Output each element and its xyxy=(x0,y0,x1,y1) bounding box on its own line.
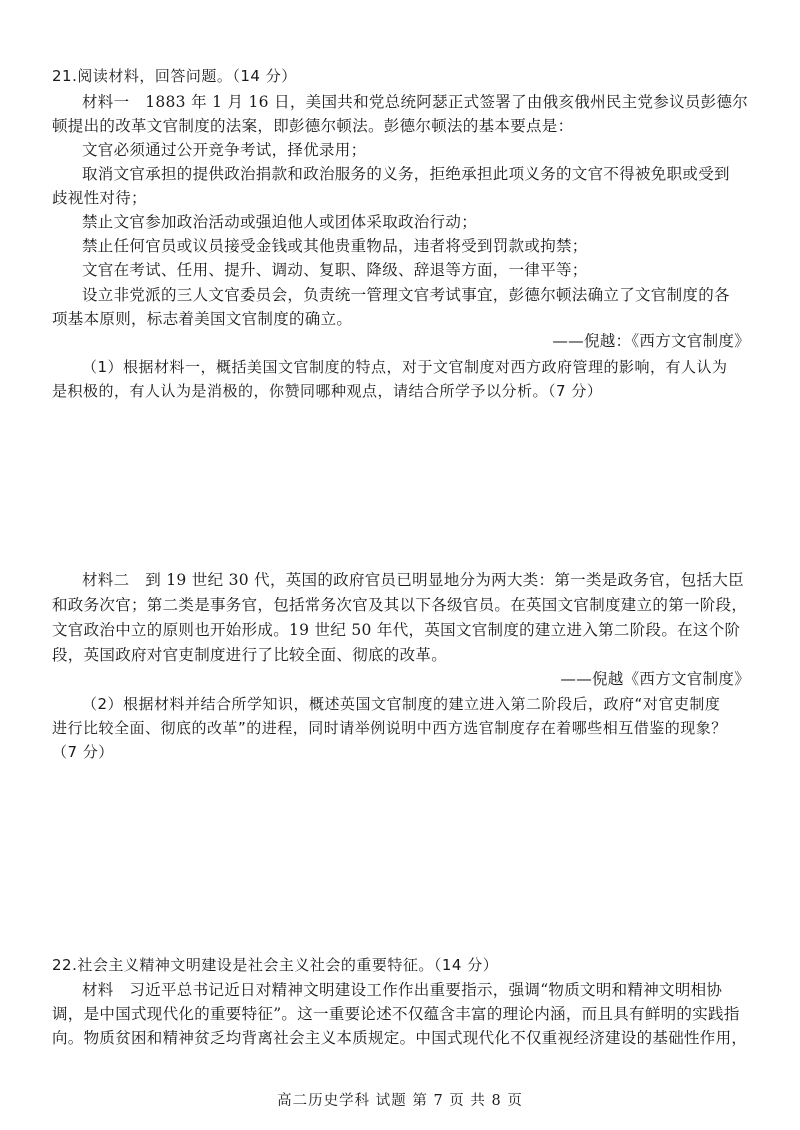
q21-subquestion2-line: （7 分） xyxy=(52,743,114,761)
q21-subquestion2-line: 进行比较全面、彻底的改革”的进程，同时请举例说明中西方选官制度存在着哪些相互借鉴的现象？ xyxy=(52,719,727,737)
q21-material1-line: 歧视性对待； xyxy=(52,189,147,207)
q21-material2-source: ——倪越《西方文官制度》 xyxy=(560,670,750,688)
q21-material1-source: ——倪越：《西方文官制度》 xyxy=(552,332,750,350)
q21-material1-line: 禁止任何官员或议员接受金钱或其他贵重物品，违者将受到罚款或拘禁； xyxy=(82,237,588,255)
q22-material-line: 调，是中国式现代化的重要特征”。这一重要论述不仅蕴含丰富的理论内涵，而且具有鲜明的实践指 xyxy=(52,1005,740,1023)
q21-material1-line: 材料一 1883 年 1 月 16 日，美国共和党总统阿瑟正式签署了由俄亥俄州民主党参议员彭德尔 xyxy=(82,93,749,111)
q22-heading: 22.社会主义精神文明建设是社会主义社会的重要特征。（14 分） xyxy=(52,956,499,974)
q21-material1-line: 文官必须通过公开竞争考试，择优录用； xyxy=(82,141,367,159)
page-footer: 高二历史学科 试题 第 7 页 共 8 页 xyxy=(277,1093,523,1109)
q22-material-line: 向。物质贫困和精神贫乏均背离社会主义本质规定。中国式现代化不仅重视经济建设的基础性作用， xyxy=(52,1029,748,1047)
q21-material2-line: 文官政治中立的原则也开始形成。19 世纪 50 年代，英国文官制度的建立进入第二阶段。在这个阶 xyxy=(52,621,741,639)
q21-material1-line: 设立非党派的三人文官委员会，负责统一管理文官考试事宜，彭德尔顿法确立了文官制度的各 xyxy=(82,286,730,304)
q21-material1-line: 顿提出的改革文官制度的法案，即彭德尔顿法。彭德尔顿法的基本要点是： xyxy=(52,117,574,135)
q21-material1-line: 文官在考试、任用、提升、调动、复职、降级、辞退等方面，一律平等； xyxy=(82,261,588,279)
q21-subquestion2-line: （2）根据材料并结合所学知识，概述英国文官制度的建立进入第二阶段后，政府“对官吏制度 xyxy=(82,695,721,713)
q21-material1-line: 项基本原则，标志着美国文官制度的确立。 xyxy=(52,310,353,328)
q22-material-line: 材料 习近平总书记近日对精神文明建设工作作出重要指示，强调“物质文明和精神文明相协 xyxy=(82,981,723,999)
q21-material2-line: 材料二 到 19 世纪 30 代，英国的政府官员已明显地分为两大类：第一类是政务官，包括大臣 xyxy=(82,571,744,589)
q21-heading: 21.阅读材料，回答问题。（14 分） xyxy=(52,67,297,85)
q21-material1-line: 取消文官承担的提供政治捐款和政治服务的义务，拒绝承担此项义务的文官不得被免职或受到 xyxy=(82,165,730,183)
q21-material2-line: 段，英国政府对官吏制度进行了比较全面、彻底的改革。 xyxy=(52,646,448,664)
q21-material1-line: 禁止文官参加政治活动或强迫他人或团体采取政治行动； xyxy=(82,213,478,231)
q21-subquestion1-line: （1）根据材料一，概括美国文官制度的特点，对于文官制度对西方政府管理的影响，有人认为 xyxy=(82,358,728,376)
q21-subquestion1-line: 是积极的，有人认为是消极的，你赞同哪种观点，请结合所学予以分析。（7 分） xyxy=(52,382,603,400)
q21-material2-line: 和政务次官；第二类是事务官，包括常务次官及其以下各级官员。在英国文官制度建立的第一阶段， xyxy=(52,596,748,614)
